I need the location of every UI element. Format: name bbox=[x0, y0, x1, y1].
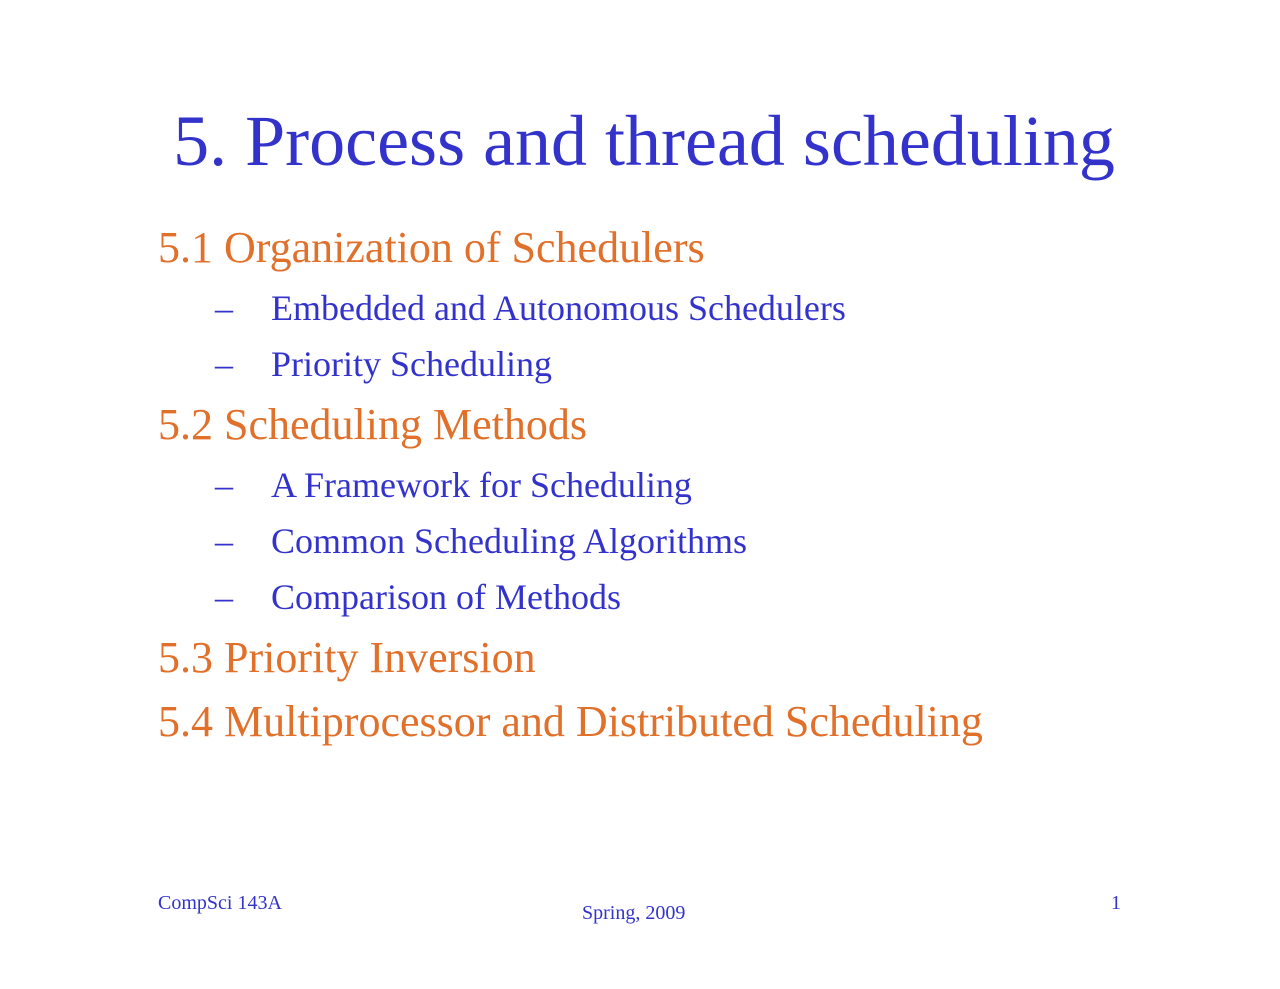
footer-course: CompSci 143A bbox=[158, 892, 282, 914]
subitem: A Framework for Scheduling bbox=[271, 465, 692, 505]
bullet-dash: – bbox=[215, 288, 233, 328]
bullet-dash: – bbox=[215, 465, 233, 505]
bullet-dash: – bbox=[215, 344, 233, 384]
footer-term: Spring, 2009 bbox=[582, 902, 686, 924]
slide-title: 5. Process and thread scheduling bbox=[173, 101, 1115, 181]
section-heading: 5.1 Organization of Schedulers bbox=[158, 223, 705, 272]
subitem: Comparison of Methods bbox=[271, 577, 621, 617]
section-heading: 5.2 Scheduling Methods bbox=[158, 400, 587, 449]
bullet-dash: – bbox=[215, 577, 233, 617]
subitem: Embedded and Autonomous Schedulers bbox=[271, 288, 846, 328]
bullet-dash: – bbox=[215, 521, 233, 561]
section-heading: 5.4 Multiprocessor and Distributed Scheduling bbox=[158, 697, 983, 746]
subitem: Priority Scheduling bbox=[271, 344, 552, 384]
subitem: Common Scheduling Algorithms bbox=[271, 521, 748, 561]
section-heading: 5.3 Priority Inversion bbox=[158, 633, 536, 682]
footer-page-number: 1 bbox=[1111, 892, 1121, 914]
